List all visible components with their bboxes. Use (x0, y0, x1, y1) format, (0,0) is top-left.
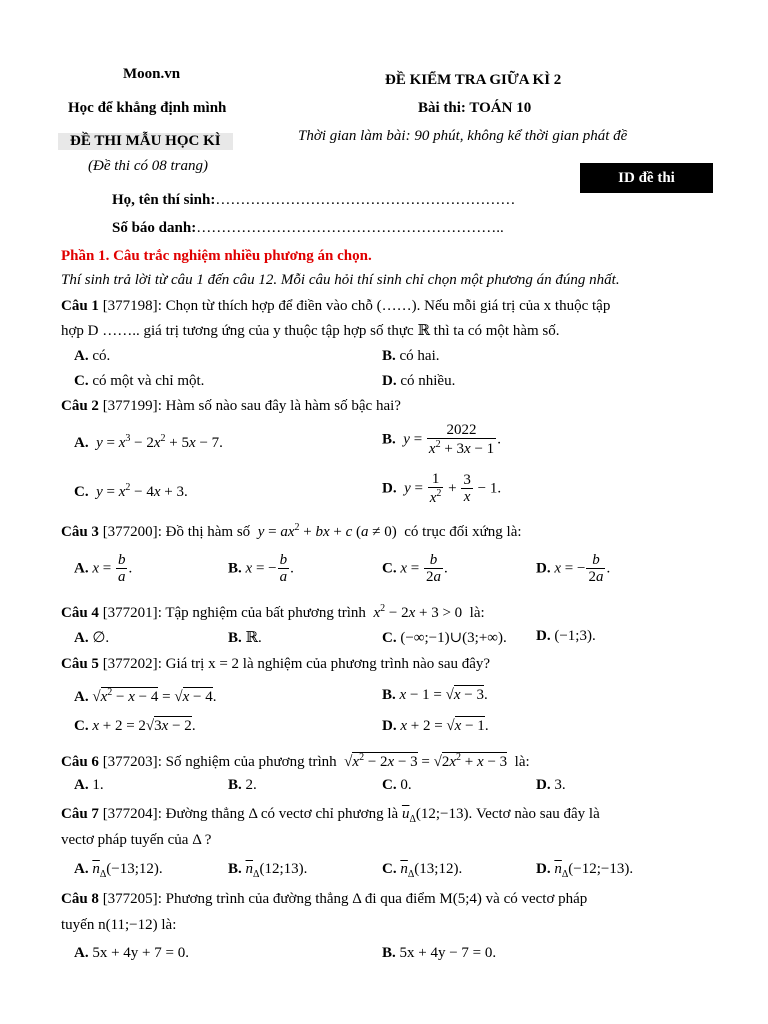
question-3: Câu 3 [377200]: Đồ thị hàm số $y = ax^2$ + bx + c (a ≠ 0) có trục đối xứng là: (61, 522, 522, 540)
pages-note: (Đề thi có 08 trang) (88, 158, 208, 174)
q2-option-c: C. $y = x^2 - 4x + 3$. (74, 482, 188, 500)
question-8: Câu 8 [377205]: Phương trình của đường thẳng Δ đi qua điểm M(5;4) và có vectơ pháp (61, 891, 588, 907)
q6-option-b: B. 2. (228, 777, 257, 793)
question-1-line-2: hợp D …….. giá trị tương ứng của y thuộc tập hợp số thực ℝ thì ta có một hàm số. (61, 323, 560, 339)
candidate-name-row (112, 192, 515, 209)
q1-text-1: : Chọn từ thích hợp để điền vào chỗ (……). Nếu mỗi giá trị của x thuộc tập (157, 298, 611, 314)
exam-title: ĐỀ KIỂM TRA GIỮA KÌ 2 (385, 72, 562, 88)
q7-option-d: D. $\overline{n}_\Delta(-12;-13)$. (536, 861, 634, 880)
section-title: Phần 1. Câu trắc nghiệm nhiều phương án chọn. (61, 248, 372, 264)
q1-option-b: B. có hai. (382, 348, 440, 364)
q7-option-a: A. $\overline{n}_\Delta(-13;12)$. (74, 861, 163, 880)
q1-id: [377198] (102, 298, 158, 314)
question-6: Câu 6 [377203]: Số nghiệm của phương trình $√x^2 - 2x - 3 = √2x^2 + x - 3$ là: (61, 752, 530, 770)
q4-option-d: D. (−1;3). (536, 628, 596, 644)
question-4: Câu 4 [377201]: Tập nghiệm của bất phương trình $x^2 - 2x + 3 > 0$ là: (61, 603, 485, 621)
site-name: Moon.vn (123, 66, 181, 82)
q8-option-b: B. 5x + 4y − 7 = 0. (382, 945, 497, 961)
q3-option-c: C. x = $\frac{b}{2a}$ . (382, 552, 448, 585)
q2-option-a: A. $y = x^3 - 2x^2 + 5x - 7$. (74, 433, 223, 451)
name-label: Họ, tên thí sinh: (112, 192, 216, 208)
question-5: Câu 5 [377202]: Giá trị x = 2 là nghiệm của phương trình nào sau đây? (61, 656, 491, 672)
question-2: Câu 2 [377199]: Hàm số nào sau đây là hàm số bậc hai? (61, 398, 401, 414)
q3-option-b: B. x = − $\frac{b}{a}$ . (228, 552, 294, 585)
q7-option-b: B. $\overline{n}_\Delta(12;13)$. (228, 861, 308, 880)
q5-option-a: A. $√x^2 - x - 4 = √x - 4$. (74, 687, 217, 705)
q1-option-c: C. có một và chỉ một. (74, 373, 205, 389)
q6-option-a: A. 1. (74, 777, 104, 793)
q1-option-a: A. có. (74, 348, 111, 364)
sbd-dots: …………………………………………………….. (196, 220, 504, 236)
q4-option-b: B. ℝ. (228, 630, 262, 646)
q4-option-c: C. (−∞;−1)∪(3;+∞). (382, 630, 507, 646)
q1-option-d: D. có nhiều. (382, 373, 456, 389)
subject: Bài thi: TOÁN 10 (418, 100, 532, 116)
question-8-line-2: tuyến n(11;−12) là: (61, 917, 177, 933)
q5-option-b: B. x − 1 = √x − 3. (382, 687, 488, 703)
section-instruction: Thí sinh trả lời từ câu 1 đến câu 12. Mỗi câu hỏi thí sinh chỉ chọn một phương án đúng nhất. (61, 272, 620, 288)
question-1 (61, 298, 610, 315)
q4-option-a: A. ∅. (74, 630, 110, 646)
question-7: Câu 7 [377204]: Đường thẳng Δ có vectơ chỉ phương là $\overline{u}_\Delta(12;-13)$. Vectơ nào sau đây là (61, 806, 600, 825)
q1-label: Câu 1 (61, 298, 99, 314)
slogan: Học để khẳng định mình (68, 100, 227, 116)
q3-option-a: A. x = $\frac{b}{a}$ . (74, 552, 133, 585)
sample-exam-label: ĐỀ THI MẪU HỌC KÌ (58, 133, 233, 150)
q3-option-d: D. x = − $\frac{b}{2a}$ . (536, 552, 611, 585)
name-dots: …………………………………………………… (215, 192, 516, 208)
q6-option-c: C. 0. (382, 777, 412, 793)
q5-option-c: C. x + 2 = 2√3x − 2. (74, 718, 196, 734)
duration: Thời gian làm bài: 90 phút, không kể thời gian phát đề (298, 128, 628, 144)
question-7-line-2: vectơ pháp tuyến của Δ ? (61, 832, 212, 848)
q8-option-a: A. 5x + 4y + 7 = 0. (74, 945, 189, 961)
candidate-number-row (112, 220, 504, 237)
q2-option-b: B. y = $\frac{2022}{x^2 + 3x - 1}$ . (382, 422, 501, 457)
q6-option-d: D. 3. (536, 777, 566, 793)
q5-option-d: D. x + 2 = √x − 1. (382, 718, 489, 734)
exam-id-box: ID đề thi (580, 163, 713, 193)
sbd-label: Số báo danh: (112, 220, 197, 236)
q2-option-d: D. y = $\frac{1}{x^2}$ + $\frac{3}{x}$ − 1. (382, 471, 502, 506)
q7-option-c: C. $\overline{n}_\Delta(13;12)$. (382, 861, 463, 880)
